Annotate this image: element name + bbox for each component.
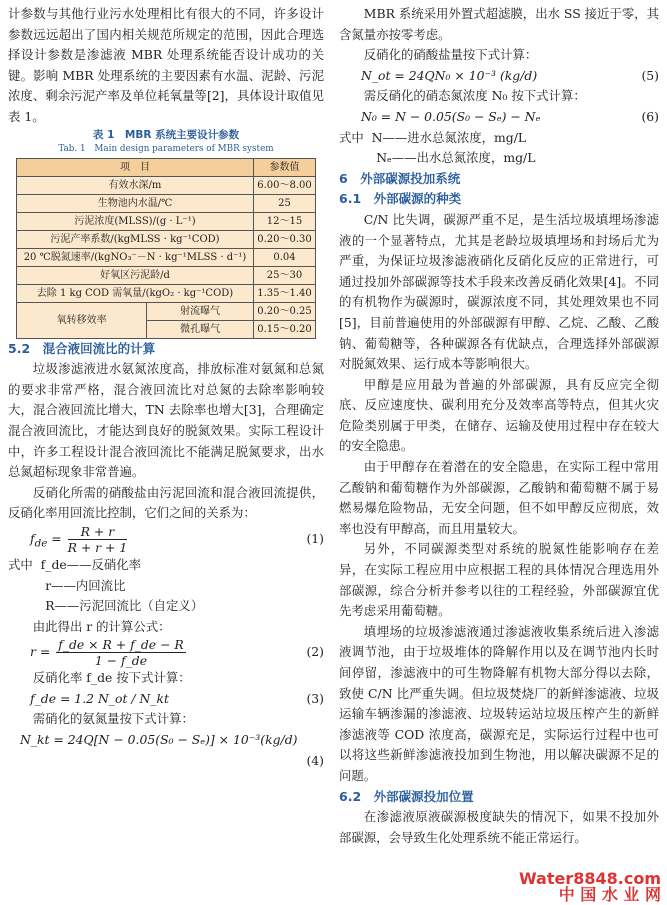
watermark-logo [519,871,661,903]
equation-number: (3) [306,690,324,706]
table-cell: 0.20～0.30 [254,230,316,248]
equation-4 [8,730,324,751]
defs-lead: 式中 [8,556,33,572]
table-cell: 20 ℃脱氮速率/(kgNO₃⁻－N · kg⁻¹MLSS · d⁻¹) [17,248,254,266]
equation-2: r = $\frac{f\_de \times R + f\_de - R}{1 - f\_de}$ (2) [30,637,324,669]
equation-number: (6) [641,108,659,124]
watermark-brand: Water8848.com [518,869,661,888]
table-caption-en: Tab. 1 Main design parameters of MBR system [58,143,274,154]
paragraph: 由此得出 r 的计算公式： [32,618,171,634]
parameter-table [16,158,316,339]
equation-number: (4) [306,752,324,768]
equation-1: $f_{de}$ = $\frac{R + r}{R + r + 1}$ (1) [30,523,324,555]
table-header-item: 项 目 [17,158,254,176]
table-cell: 0.04 [254,248,316,266]
table-row [17,230,316,248]
eq-numerator: R + r [68,524,128,540]
table-group-label: 氧转移效率 [17,302,147,338]
equation-text: N₀ = N − 0.05(S₀ − Sₑ) − Nₑ [361,108,541,124]
watermark-cn: 中 国 水 业 网 [558,885,661,904]
table-cell: 去除 1 kg COD 需氧量/(kgO₂ · kg⁻¹COD) [17,284,254,302]
table-cell: 25～30 [254,266,316,284]
table-cell: 有效水深/m [17,176,254,194]
table-row [17,212,316,230]
section-6-1-title: 6.1 外部碳源的种类 [339,191,462,207]
paragraph: 甲醇是应用最为普遍的外部碳源，具有反应完全彻底、反应速度快、碳利用充分及效率高等特点，但其火灾危险类别属于甲类，在储存、运输及使用过程中存在较大的安全隐患。 [339,376,659,454]
definition-item: N——进水总氮浓度，mg/L [371,129,527,145]
section-6-title: 6 外部碳源投加系统 [339,170,461,186]
equation-text: N_ot = 24QN₀ × 10⁻³ (kg/d) [361,67,538,83]
eq-denominator: R + r + 1 [67,539,128,555]
table-row [17,266,316,284]
paragraph: 需硝化的氨氮量按下式计算： [32,711,194,727]
paragraph: 反硝化所需的硝酸盐由污泥回流和混合液回流提供，反硝化率用回流比控制，它们之间的关系为： [8,484,324,521]
table-header-value: 参数值 [254,158,316,176]
table-cell: 1.35～1.40 [254,284,316,302]
equation-number: (1) [306,531,324,547]
eq-denominator: 1 − f_de [94,653,148,669]
table-row [17,176,316,194]
table-cell: 生物池内水温/℃ [17,194,254,212]
table-row [17,284,316,302]
definition-item: r——内回流比 [45,577,126,593]
equation-text: f_de = 1.2 N_ot / N_kt [30,690,170,706]
defs-lead: 式中 [339,129,364,145]
section-6-2-title: 6.2 外部碳源投加位置 [339,788,474,804]
intro-paragraph: 计参数与其他行业污水处理相比有很大的不同，许多设计参数远远超出了国内相关规范所规定的范围，因此合理选择设计参数是渗滤液 MBR 处理系统能否设计成功的关键。影响 MBR 处理系统的主要因素有水温、泥龄、污泥浓度、剩余污泥产率及单位耗氧量等[2]，具体设计取值见表 1。 [8,6,324,124]
paragraph: 反硝化的硝酸盐量按下式计算： [363,47,538,63]
paragraph: C/N 比失调，碳源严重不足，是生活垃圾填埋场渗滤液的一个显著特点，尤其是老龄垃圾填埋场和封场后尤为严重，为保证垃圾渗滤液硝化反硝化反应的正常进行，可通过投加外部碳源等技术手段来改善反硝化效果[4]。不同的有机物作为碳源时，碳源浓度不同，其处理效果也不同[5]，目前普遍使用的外部碳源有甲醇、乙烷、乙酸、乙酸钠、葡萄糖等，各种碳源各有优缺点，合理选择外部碳源对脱氮效果、运行成本等影响很大。 [339,211,659,372]
paragraph: 另外，不同碳源类型对系统的脱氮性能影响存在差异，在实际工程应用中应根据工程的具体情况合理选用外部碳源，综合分析并参考以往的工程经验，外部碳源宜优先考虑采用葡萄糖。 [339,541,659,619]
table-row [17,302,316,320]
paragraph: 由于甲醇存在着潜在的安全隐患，在实际工程中常用乙酸钠和葡萄糖作为外部碳源，乙酸钠和葡萄糖不属于易燃易爆危险物品，无安全问题，但不如甲醇反应彻底，效率也没有甲醇高，而且用量较大。 [339,459,659,536]
equation-5 [339,66,659,87]
eq-sub: de [34,537,48,550]
equation-6 [339,107,659,128]
equation-number: (2) [306,644,324,660]
table-cell: 25 [254,194,316,212]
section-5-2-title: 5.2 混合液回流比的计算 [8,340,156,356]
paragraph: 填埋场的垃圾渗滤液通过渗滤液收集系统后进入渗滤液调节池，由于垃圾堆体的降解作用以及在调节池内长时间停留，渗滤液中的可生物降解有机物大部分得以去除，致使 C/N 比严重失调。但垃圾焚烧厂的新鲜渗滤液、垃圾运输车辆渗漏的渗滤液、垃圾转运站垃圾压榨产生的新鲜渗滤液等 COD 浓度高，碳源充足，实际运行过程中也可以将这些新鲜渗滤液投加到生物池，用以解决碳源不足的问题。 [339,623,659,783]
table-cell: 污泥产率系数/(kgMLSS · kg⁻¹COD) [17,230,254,248]
definitions [8,555,324,617]
table-cell: 污泥浓度(MLSS)/(g · L⁻¹) [17,212,254,230]
table-cell: 好氧区污泥龄/d [17,266,254,284]
paragraph: 反硝化率 f_de 按下式计算： [32,670,191,686]
definition-item: Nₑ——出水总氮浓度，mg/L [376,150,536,166]
right-column [339,4,659,848]
table-cell: 0.20～0.25 [254,302,316,320]
eq-numerator: f_de × R + f_de − R [58,637,184,653]
equation-3 [8,689,324,710]
paragraph: 需反硝化的硝态氮浓度 N₀ 按下式计算： [363,88,586,104]
table-cell: 微孔曝气 [147,320,254,338]
paragraph: MBR 系统采用外置式超滤膜，出水 SS 接近于零，其含氮量亦按零考虑。 [339,6,659,42]
definition-item: R——污泥回流比（自定义） [45,598,204,614]
table-row [17,194,316,212]
paragraph: 在渗滤液原液碳源极度缺失的情况下，如果不投加外部碳源，会导致生化处理系统不能正常运行。 [339,809,659,845]
table-cell: 12～15 [254,212,316,230]
equation-number: (5) [641,67,659,83]
definition-item: f_de——反硝化率 [40,556,142,572]
table-cell: 0.15～0.20 [254,320,316,338]
equation-text: N_kt = 24Q[N − 0.05(S₀ − Sₑ)] × 10⁻³(kg/d) [20,732,298,748]
definitions [339,128,659,169]
left-column [8,4,324,771]
eq-var: f [30,530,35,546]
table-caption: 表 1 MBR 系统主要设计参数 [92,128,240,141]
table-cell: 射流曝气 [147,302,254,320]
paragraph: 垃圾渗滤液进水氨氮浓度高，排放标准对氨氮和总氮的要求非常严格，混合液回流比对总氮的去除率影响较大，混合液回流比增大，TN 去除率也增大[3]，合理确定混合液回流比，才能达到良好的脱氮效果。实际工程设计中，许多工程设计混合液回流比不能满足脱氮要求，出水总氮超标现象非常普遍。 [8,361,324,480]
table-cell: 6.00～8.00 [254,176,316,194]
table-row [17,248,316,266]
